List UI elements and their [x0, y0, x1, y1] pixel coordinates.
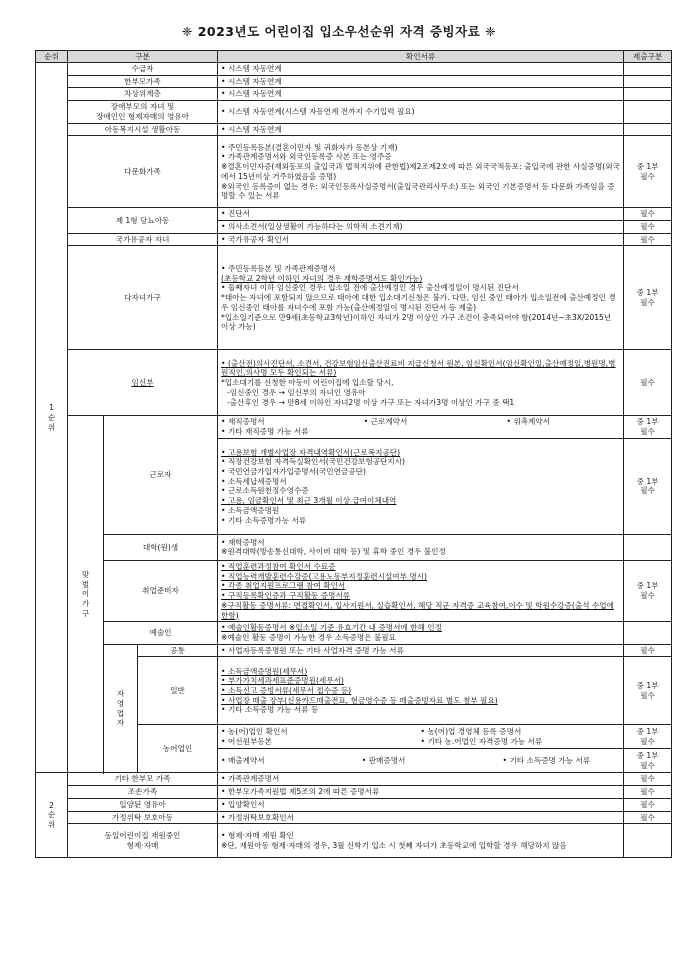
row-submit: 중 1부 필수 — [624, 749, 672, 773]
row-category: 다자녀가구 — [68, 246, 218, 350]
doc-line: • 소득금액증명원(세무서) — [221, 666, 308, 676]
table-row — [36, 350, 672, 416]
doc-line: • 각종 취업지원프로그램 참여 확인서 — [221, 581, 346, 591]
row-category: 한부모가족 — [68, 75, 218, 88]
rank1-label: 1순위 — [47, 402, 56, 432]
row-docs: • 국가유공자 확인서 — [218, 233, 624, 246]
row-submit: 필수 — [624, 208, 672, 221]
doc-line: • 형제·자매 재원 확인 — [221, 831, 294, 841]
row-submit — [624, 824, 672, 858]
row-category: 다문화가족 — [68, 136, 218, 208]
doc-line-group — [221, 727, 620, 737]
row-category: 가정위탁 보호아동 — [68, 811, 218, 824]
header-rank: 순위 — [36, 51, 68, 63]
doc-line: • 둘째자녀 이하 임신중인 경우: 입소일 전에 출산예정인 경우 출산예정일이 명시된 진단서 — [221, 283, 519, 293]
doc-note: *태아는 자녀에 포함되지 않으므로 태아에 대한 입소대기신청은 불가. 다만, 임신 중인 태아가 입소일전에 출산예정인 경우 임신중인 태아를 자녀수에 포함 가능(출산예정일이 명시된 진단서 등 제출) — [221, 293, 616, 312]
doc-note: ※원격대학(방송통신대학, 사이버 대학 등) 및 휴학 중인 경우 불인정 — [221, 547, 446, 557]
row-docs — [218, 534, 624, 560]
row-category: 아동복지시설 생활아동 — [68, 123, 218, 136]
row-docs: • 한부모가족지원법 제5조의 2에 따른 증명서류 — [218, 786, 624, 799]
row-category: 장애부모의 자녀 및 장애인인 형제자매의 영유아 — [68, 101, 218, 123]
doc-item: • 어선원부등본 — [221, 736, 272, 746]
rank1-cell — [36, 63, 68, 773]
row-category: 조손가족 — [68, 786, 218, 799]
doc-line: • 기타 재직증명 가능 서류 — [221, 427, 309, 437]
row-category: 입양된 영유아 — [68, 798, 218, 811]
doc-line: • 국민연금가입자가입증명서(국민연금공단) — [221, 466, 366, 476]
doc-line: • 직장건강보험 자격득실확인서(국민건강보험공단지사) — [221, 457, 405, 467]
doc-note: -임신중인 경우 → 임신부의 자녀인 영유아 — [227, 387, 366, 397]
row-docs — [218, 725, 624, 749]
doc-item: • 농(어)업인 확인서 — [221, 727, 288, 737]
row-docs — [218, 824, 624, 858]
row-submit: 중 1부 필수 — [624, 136, 672, 208]
table-row — [36, 233, 672, 246]
row-submit: 필수 — [624, 811, 672, 824]
row-category: 차상위계층 — [68, 88, 218, 101]
doc-line: • 주민등록등본 및 가족관계증명서 — [221, 263, 336, 273]
doc-note: -출산후인 경우 → 만8세 이하인 자녀2명 이상 가구 또는 자녀가3명 이상인 가구 중 택1 — [227, 397, 515, 407]
row-category: 수급자 — [68, 63, 218, 76]
row-docs: • 진단서 — [218, 208, 624, 221]
doc-line: • 근로소득원천징수영수증 — [221, 486, 309, 496]
row-docs: • 시스템 자동연계 — [218, 63, 624, 76]
row-docs: • 입양확인서 — [218, 798, 624, 811]
table-row — [36, 136, 672, 208]
row-docs: • 시스템 자동연계 — [218, 123, 624, 136]
row-category: 제 1형 당뇨아동 — [68, 208, 218, 233]
row-submit — [624, 75, 672, 88]
row-docs — [218, 749, 624, 773]
row-submit: 필수 — [624, 786, 672, 799]
doc-line: • 예술인활동증명서 ※입소일 기준 유효기간 내 증명서에 한해 인정 — [221, 623, 442, 633]
doc-note: ※단, 재원아동 형제·자매의 경우, 3월 신학기 입소 시 첫째 자녀가 초등학교에 입학할 경우 해당하지 않음 — [221, 840, 567, 850]
row-submit: 중 1부 필수 — [624, 246, 672, 350]
doc-line: • 가족관계증명서와 외국인등록증 사본 또는 영주증 — [221, 152, 392, 162]
dual-income-cell — [68, 416, 104, 773]
doc-line-group — [221, 756, 620, 766]
table-row — [36, 63, 672, 76]
doc-line: • 기타 소득증명가능 서류 — [221, 515, 307, 525]
table-row — [36, 123, 672, 136]
doc-item: • 기타 소득증명 가능 서류 — [502, 756, 591, 766]
dual-income-label: 맞벌이가구 — [81, 569, 90, 619]
doc-line: • 소득금액증명원 — [221, 505, 280, 515]
table-row — [36, 824, 672, 858]
row-docs — [218, 657, 624, 725]
self-employed-label: 자영업자 — [116, 688, 125, 728]
row-docs — [218, 622, 624, 644]
row-docs — [218, 416, 624, 438]
row-docs: • 의사소견서(일상생활이 가능하다는 의학적 소견기재) — [218, 221, 624, 234]
doc-item: • 근로계약서 — [363, 417, 408, 427]
page-title: ❈ 2023년도 어린이집 입소우선순위 자격 증빙자료 ❈ — [181, 24, 497, 39]
row-category: 동일어린이집 재원중인 형제·자매 — [68, 824, 218, 858]
doc-note: (초등학교 2학년 이하인 자녀의 경우 재학증명서도 확인가능) — [221, 273, 423, 283]
row-submit: 필수 — [624, 644, 672, 657]
rank2-cell — [36, 773, 68, 858]
row-submit — [624, 63, 672, 76]
row-submit — [624, 534, 672, 560]
row-category: 예술인 — [104, 622, 218, 644]
doc-line: • 소득세납세증명서 — [221, 476, 287, 486]
row-submit — [624, 101, 672, 123]
doc-item: • 위촉계약서 — [506, 417, 551, 427]
doc-line: • 구직등록확인증과 구직활동 증명서류 — [221, 591, 351, 601]
row-docs: • 시스템 자동연계(시스템 자동연계 전까지 수기입력 필요) — [218, 101, 624, 123]
table-row — [36, 786, 672, 799]
table-row — [36, 75, 672, 88]
row-submit: 중 1부 필수 — [624, 438, 672, 534]
row-submit: 필수 — [624, 798, 672, 811]
table-row — [36, 416, 672, 438]
row-submit: 중 1부 필수 — [624, 560, 672, 621]
doc-line: • 소득신고 증빙서류(세무서 접수증 등) — [221, 686, 352, 696]
row-category: 공통 — [138, 644, 218, 657]
row-category: 국가유공자 자녀 — [68, 233, 218, 246]
row-category: 취업준비자 — [104, 560, 218, 621]
doc-line: • (출산전)의사진단서, 소견서, 건강보험임신출산진료비 지급신청서 원본, 임신확인서(임신확인일,출산예정일,병원명,병원직인,의사명 모두 확인되는 서류) — [221, 358, 616, 378]
doc-line: • 사업장 매출 장부(신용카드매출전표, 현금영수증 등 매출증빙자료 별도 첨부 필요) — [221, 695, 498, 705]
table-header-row — [36, 51, 672, 63]
row-docs — [218, 560, 624, 621]
row-submit: 중 1부 필수 — [624, 725, 672, 749]
row-docs — [218, 136, 624, 208]
doc-note: *입소대기를 신청한 아동이 어린이집에 입소할 당시, — [221, 378, 394, 388]
table-row — [36, 798, 672, 811]
row-docs: • 가정위탁보호확인서 — [218, 811, 624, 824]
row-submit: 중 1부 필수 — [624, 416, 672, 438]
doc-line: • 직업훈련과정참여 확인서 수료증 — [221, 561, 336, 571]
row-category: 대학(원)생 — [104, 534, 218, 560]
row-category: 농어업인 — [138, 725, 218, 773]
row-docs — [218, 438, 624, 534]
doc-line: • 고용보험 개별사업장 자격내역확인서(근로복지공단) — [221, 447, 401, 457]
table-row — [36, 208, 672, 221]
table-row — [36, 644, 672, 657]
table-row — [36, 622, 672, 644]
row-submit — [624, 622, 672, 644]
table-row — [36, 88, 672, 101]
row-docs: • 시스템 자동연계 — [218, 75, 624, 88]
rank2-label: 2순위 — [47, 800, 56, 830]
row-category: 기타 한부모 가족 — [68, 773, 218, 786]
row-submit — [624, 123, 672, 136]
self-employed-cell — [104, 644, 138, 773]
doc-line: • 주민등록등본(결혼이민자 및 귀화자가 등본상 기재) — [221, 142, 398, 152]
header-category: 구분 — [68, 51, 218, 63]
table-row — [36, 560, 672, 621]
row-category: 임신부 — [68, 350, 218, 416]
doc-line: • 고용, 임금확인서 및 최근 3개월 이상 급여이체내역 — [221, 496, 397, 506]
evidence-table — [35, 50, 672, 858]
row-docs — [218, 350, 624, 416]
row-submit: 필수 — [624, 773, 672, 786]
doc-note: ※외국인 등록증이 없는 경우: 외국인등록사실증명서(출입국관리사무소) 또는 외국인 기본증명서 등 다문화 가족임을 증명할 수 있는 서류 — [221, 181, 615, 201]
table-row — [36, 811, 672, 824]
header-submit: 제출구분 — [624, 51, 672, 63]
row-docs — [218, 246, 624, 350]
row-submit: 필수 — [624, 233, 672, 246]
doc-line-group — [221, 417, 620, 427]
row-submit: 필수 — [624, 350, 672, 416]
row-docs: • 사업자등록증명원 또는 기타 사업자격 증명 가능 서류 — [218, 644, 624, 657]
doc-note: ※예술인 활동 증명이 가능한 경우 소득증명은 불필요 — [221, 632, 396, 642]
row-docs: • 가족관계증명서 — [218, 773, 624, 786]
doc-note: ※구직활동 증명서류: 면접확인서, 입사지원서, 실습확인서, 해당 직군 자격증 교육참여,이수 및 학원수강증(출석 수업에 한함) — [221, 600, 614, 620]
table-row — [36, 534, 672, 560]
doc-item: • 판매증명서 — [361, 756, 406, 766]
row-category: 일반 — [138, 657, 218, 725]
table-row — [36, 773, 672, 786]
header-docs: 확인서류 — [218, 51, 624, 63]
doc-item: • 농(어)업 경영체 등록 증명서 — [420, 727, 522, 737]
row-category: 근로자 — [104, 416, 218, 534]
doc-line: • 재학증명서 — [221, 537, 265, 547]
row-submit: 필수 — [624, 221, 672, 234]
row-submit — [624, 88, 672, 101]
doc-item: • 재직증명서 — [221, 417, 265, 427]
doc-note: ※결혼이민자증(재외동포의 출입국과 법적지위에 관한법)제2조제2호에 따른 외국국적동포: 출입국에 관한 사실증명(외국에서 15년이상 거주하였음을 증명) — [221, 162, 620, 181]
row-submit: 중 1부 필수 — [624, 657, 672, 725]
doc-line-group — [221, 737, 620, 747]
doc-line: • 직업능력개발훈련수강증(고용노동부지정훈련시설여부 명시) — [221, 571, 428, 581]
table-row — [36, 101, 672, 123]
doc-item: • 매출계약서 — [221, 756, 265, 766]
doc-line: • 기타 소득증명 가능 서류 등 — [221, 705, 319, 715]
row-docs: • 시스템 자동연계 — [218, 88, 624, 101]
doc-note: *입소일기준으로 만9세(초등학교3학년)이하인 자녀가 2명 이상인 가구 조건이 충족되어야 함(2014년~초3X/2015년 이상 가능) — [221, 312, 612, 332]
doc-item: • 기타 농.어업인 자격증명 가능 서류 — [420, 736, 543, 746]
doc-line: • 부가가치세과세표준증명원(세무서) — [221, 676, 344, 686]
table-row — [36, 246, 672, 350]
